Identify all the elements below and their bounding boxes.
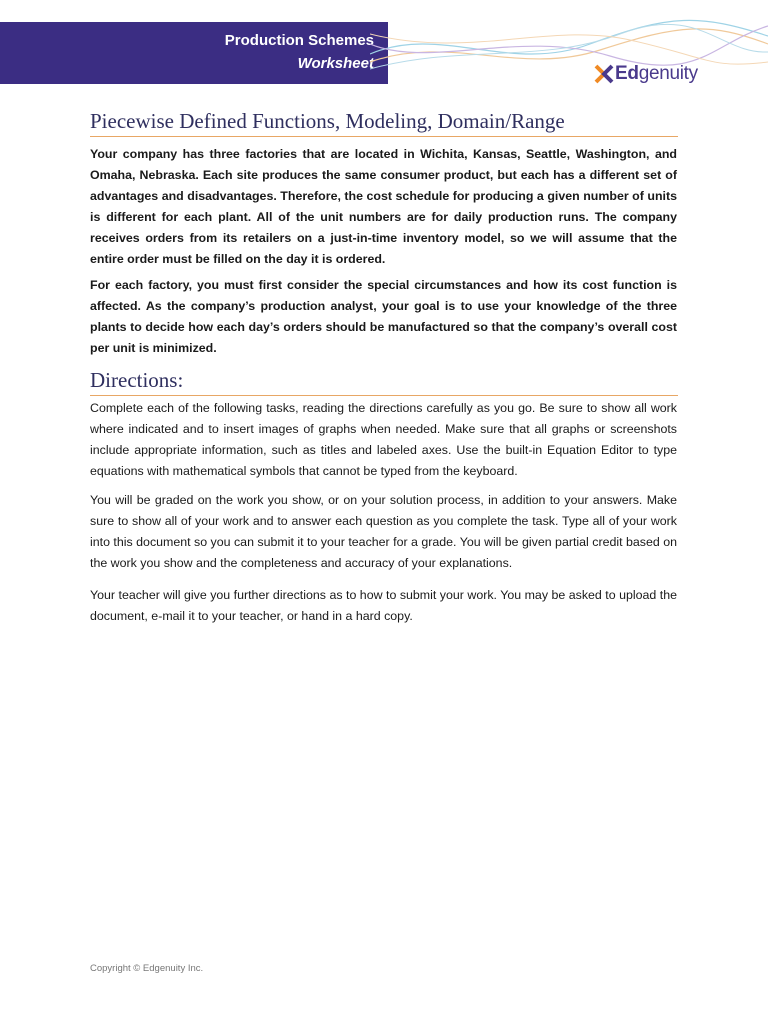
directions-paragraph-3: Your teacher will give you further directions as to how to submit your work. You may be asked to upload the document, e-mail it to your teacher, or hand in a hard copy. xyxy=(90,588,677,623)
document-subtitle: Worksheet xyxy=(297,55,374,72)
logo-text-prefix: Ed xyxy=(615,63,639,84)
logo-text-suffix: genuity xyxy=(638,63,698,84)
edgenuity-logo xyxy=(594,61,698,87)
header-band xyxy=(0,22,388,84)
edgenuity-x-icon xyxy=(594,64,614,84)
directions-paragraph-2: You will be graded on the work you show, or on your solution process, in addition to your answers. Make sure to show all of your work and to answer each question as you complete the task. Type all of your work into this document so you can submit it to your teacher for a grade. You will be given partial credit based on the work you show and the completeness and accuracy of your explanations. xyxy=(90,493,677,570)
copyright-footer: Copyright © Edgenuity Inc. xyxy=(90,963,204,974)
intro-paragraph-1: Your company has three factories that are located in Wichita, Kansas, Seattle, Washington, and Omaha, Nebraska. Each site produces the same consumer product, but each has a different set of advantages and disadvantages. Therefore, the cost schedule for producing a given number of units is different for each plant. All of the unit numbers are for daily production runs. The company receives orders from its retailers on a just-in-time inventory model, so we will assume that the entire order must be filled on the day it is ordered. xyxy=(90,147,677,266)
section-heading-directions: Directions: xyxy=(90,367,678,396)
document-title: Production Schemes xyxy=(224,32,374,49)
directions-paragraph-1: Complete each of the following tasks, reading the directions carefully as you go. Be sure to show all work where indicated and to insert images of graphs when needed. Make sure that all graphs or screenshots include appropriate information, such as titles and labeled axes. Use the built-in Equation Editor to type equations with mathematical symbols that cannot be typed from the keyboard. xyxy=(90,401,677,478)
section-heading-piecewise: Piecewise Defined Functions, Modeling, Domain/Range xyxy=(90,108,678,137)
intro-paragraph-2: For each factory, you must first consider the special circumstances and how its cost function is affected. As the company’s production analyst, your goal is to use your knowledge of the three plants to decide how each day’s orders should be manufactured so that the company’s overall cost per unit is minimized. xyxy=(90,278,677,355)
decorative-swirl-lines xyxy=(370,14,768,84)
